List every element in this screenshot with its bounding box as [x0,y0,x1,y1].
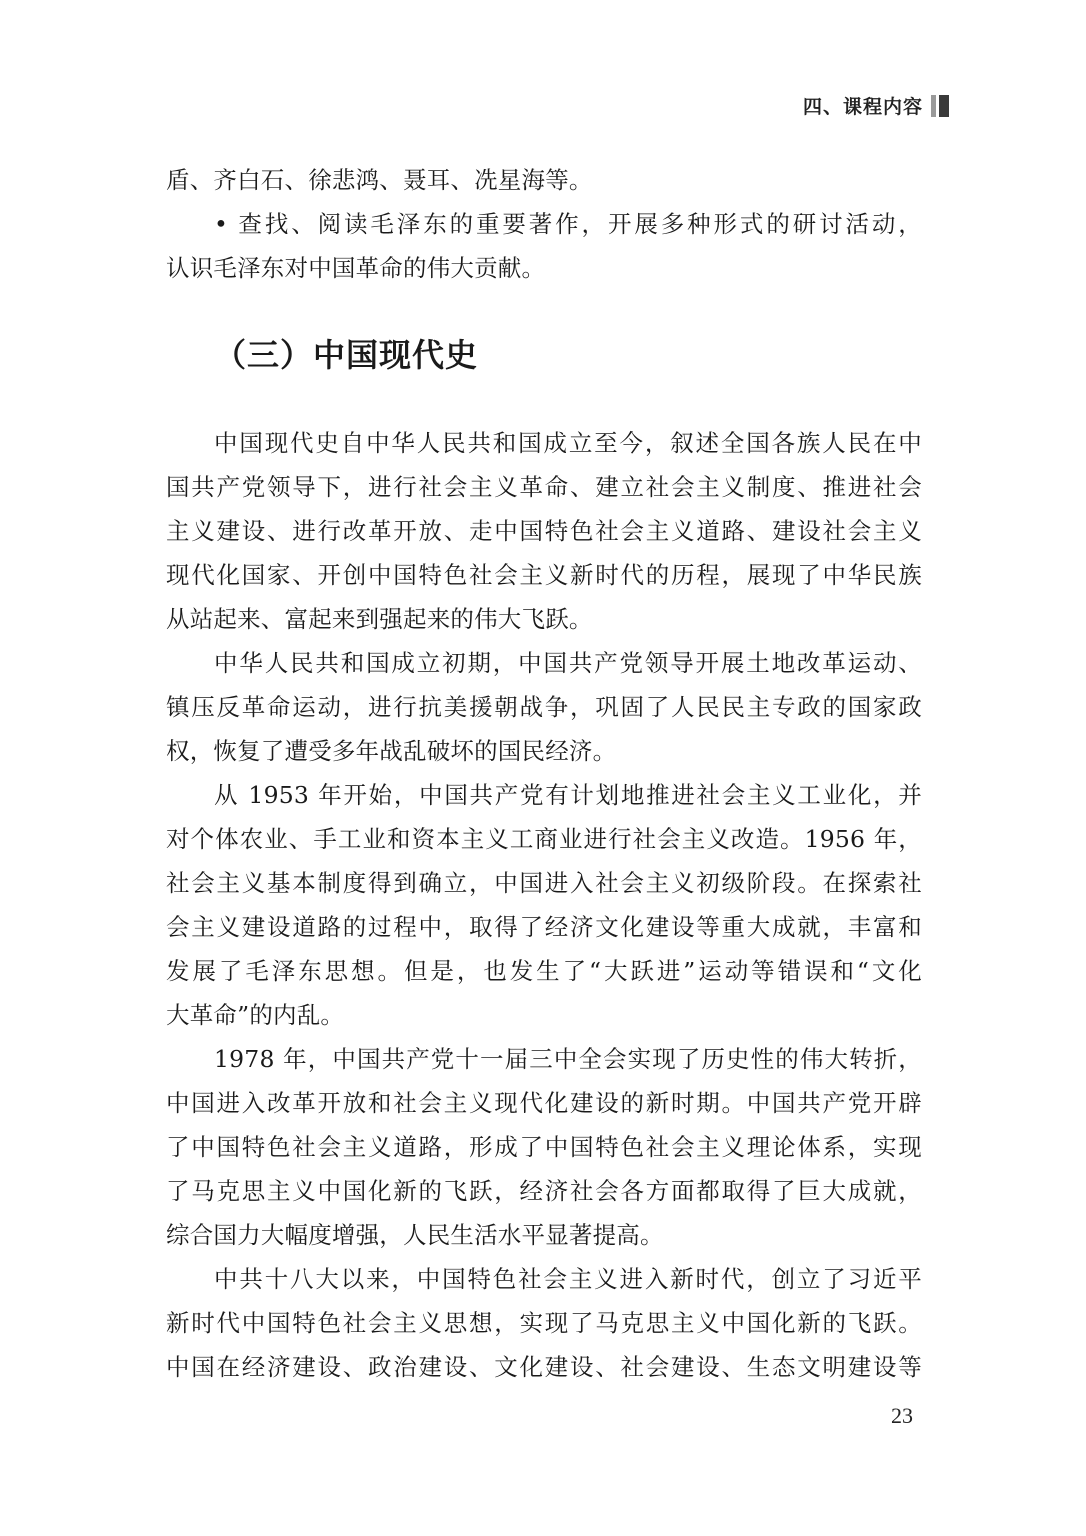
paragraph [166,773,922,1037]
paragraph-line: 了中国特色社会主义道路，形成了中国特色社会主义理论体系，实现 [166,1133,922,1161]
paragraph-line: 了马克思主义中国化新的飞跃，经济社会各方面都取得了巨大成就， [166,1177,922,1205]
paragraph-line: 新时代中国特色社会主义思想，实现了马克思主义中国化新的飞跃。 [166,1309,922,1337]
running-header [803,92,949,119]
paragraph-line: 主义建设、进行改革开放、走中国特色社会主义道路、建设社会主义 [166,517,922,545]
header-bar-thin [931,95,936,117]
paragraph-line: 国共产党领导下，进行社会主义革命、建立社会主义制度、推进社会 [166,473,922,501]
paragraph [166,421,922,641]
paragraph-line: 中国现代史自中华人民共和国成立至今，叙述全国各族人民在中 [214,429,922,457]
paragraph [166,1037,922,1257]
section-heading: （三）中国现代史 [214,336,479,374]
paragraph-line: 综合国力大幅度增强，人民生活水平显著提高。 [166,1221,664,1249]
bullet-item-line: 认识毛泽东对中国革命的伟大贡献。 [166,254,546,282]
bullet-item-line: • 查找、阅读毛泽东的重要著作，开展多种形式的研讨活动， [214,210,922,238]
paragraph-line: 中国进入改革开放和社会主义现代化建设的新时期。中国共产党开辟 [166,1089,922,1117]
paragraph-line: 社会主义基本制度得到确立，中国进入社会主义初级阶段。在探索社 [166,869,922,897]
paragraph-line: 发展了毛泽东思想。但是，也发生了“大跃进”运动等错误和“文化 [166,957,922,985]
paragraph-line: 现代化国家、开创中国特色社会主义新时代的历程，展现了中华民族 [166,561,922,589]
header-decoration [931,95,949,117]
header-bar-thick [939,95,949,117]
paragraph [166,641,922,773]
running-header-title: 四、课程内容 [802,96,923,118]
paragraph-line: 中共十八大以来，中国特色社会主义进入新时代，创立了习近平 [214,1265,922,1293]
paragraph-line: 从站起来、富起来到强起来的伟大飞跃。 [166,605,593,633]
page-number: 23 [891,1403,913,1428]
paragraph-line: 中国在经济建设、政治建设、文化建设、社会建设、生态文明建设等 [166,1353,922,1381]
paragraph-line: 1978 年，中国共产党十一届三中全会实现了历史性的伟大转折， [214,1045,922,1073]
paragraph-line: 会主义建设道路的过程中，取得了经济文化建设等重大成就，丰富和 [166,913,922,941]
paragraph-line: 从 1953 年开始，中国共产党有计划地推进社会主义工业化，并 [214,781,922,809]
paragraph [166,1257,922,1389]
page-body [166,158,922,1389]
paragraph-line: 权，恢复了遭受多年战乱破坏的国民经济。 [166,737,617,765]
continued-text-line: 盾、齐白石、徐悲鸿、聂耳、冼星海等。 [166,166,593,194]
paragraph-line: 镇压反革命运动，进行抗美援朝战争，巩固了人民民主专政的国家政 [166,693,922,721]
paragraph-line: 对个体农业、手工业和资本主义工商业进行社会主义改造。1956 年， [166,825,922,853]
paragraph-line: 中华人民共和国成立初期，中国共产党领导开展土地改革运动、 [214,649,922,677]
paragraph-line: 大革命”的内乱。 [166,1001,345,1029]
